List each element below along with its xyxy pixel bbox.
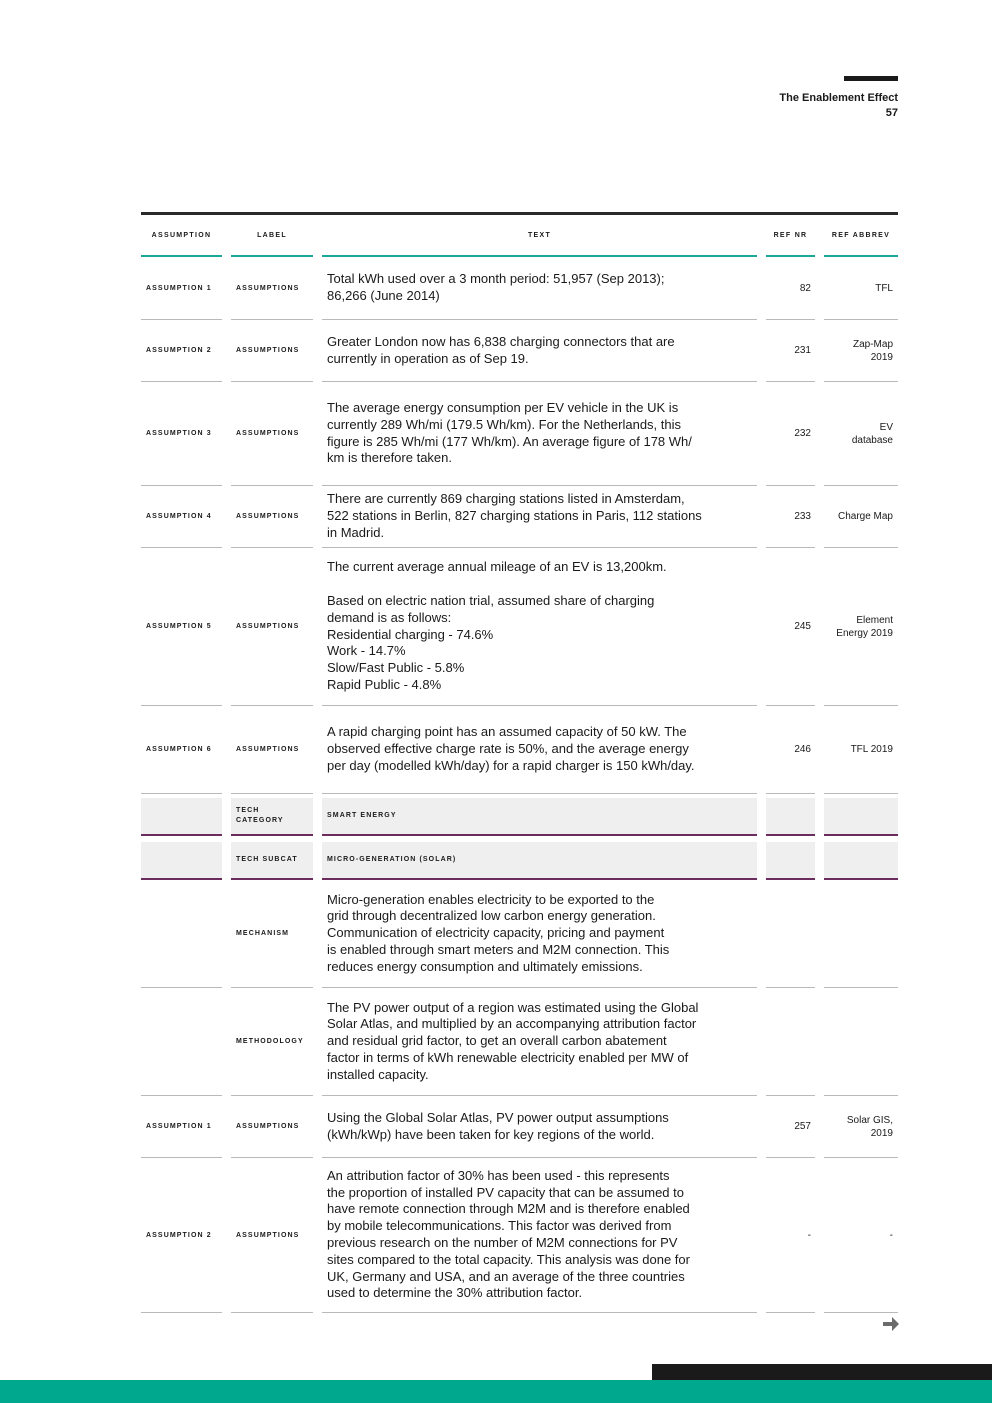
row-ref-nr: 232 [766, 382, 815, 486]
table-row [141, 880, 898, 988]
row-assumption: ASSUMPTION 4 [141, 486, 222, 548]
footer-dark-bar [652, 1364, 992, 1380]
table-row [141, 257, 898, 320]
row-text: Total kWh used over a 3 month period: 51,957 (Sep 2013); 86,266 (June 2014) [322, 257, 757, 320]
row-ref-nr [766, 880, 815, 988]
row-text: The current average annual mileage of an EV is 13,200km. Based on electric nation trial, assumed share of charging demand is as follows: Residential charging - 74.6% Work - 14.7% Slow/Fast Public - 5.8% Rapid Public - 4.8% [322, 548, 757, 706]
row-text: The PV power output of a region was estimated using the Global Solar Atlas, and multiplied by an accompanying attribution factor and residual grid factor, to get an overall carbon abatement factor in terms of kWh renewable electricity enabled per MW of installed capacity. [322, 988, 757, 1096]
row-ref-nr: 245 [766, 548, 815, 706]
row-label: ASSUMPTIONS [231, 257, 313, 320]
tech-category-label: TECH CATEGORY [231, 798, 313, 836]
table-row [141, 988, 898, 1096]
row-ref-abbrev: - [824, 1158, 898, 1313]
row-assumption: ASSUMPTION 2 [141, 1158, 222, 1313]
row-text: Micro-generation enables electricity to be exported to the grid through decentralized low carbon energy generation. Communication of electricity capacity, pricing and payment is enabled through smart meters and M2M connection. This reduces energy consumption and ultimately emissions. [322, 880, 757, 988]
table-row [141, 706, 898, 794]
row-text: Using the Global Solar Atlas, PV power output assumptions (kWh/kWp) have been taken for key regions of the world. [322, 1096, 757, 1158]
row-ref-abbrev: Solar GIS, 2019 [824, 1096, 898, 1158]
row-text: Greater London now has 6,838 charging connectors that are currently in operation as of Sep 19. [322, 320, 757, 382]
table-row [141, 1096, 898, 1158]
row-ref-nr: - [766, 1158, 815, 1313]
header-accent-bar [844, 76, 898, 81]
row-text: The average energy consumption per EV vehicle in the UK is currently 289 Wh/mi (179.5 Wh/km). For the Netherlands, this figure is 285 Wh/mi (177 Wh/km). An average figure of 178 Wh/ km is therefore taken. [322, 382, 757, 486]
row-text: An attribution factor of 30% has been used - this represents the proportion of installed PV capacity that can be assumed to have remote connection through M2M and is therefore enabled by mobile telecommunications. This factor was derived from previous research on the number of M2M connections for PV sites compared to the total capacity. This analysis was done for UK, Germany and USA, and an average of the three countries used to determine the 30% attribution factor. [322, 1158, 757, 1313]
row-ref-abbrev: Charge Map [824, 486, 898, 548]
column-header-assumption: ASSUMPTION [141, 215, 222, 257]
row-assumption: ASSUMPTION 6 [141, 706, 222, 794]
footer-green-bar [0, 1380, 992, 1403]
table-row [141, 1158, 898, 1313]
row-ref-abbrev: EV database [824, 382, 898, 486]
row-text: There are currently 869 charging stations listed in Amsterdam, 522 stations in Berlin, 827 charging stations in Paris, 112 stations in Madrid. [322, 486, 757, 548]
row-ref-nr: 257 [766, 1096, 815, 1158]
category-empty-cell [141, 842, 222, 880]
row-ref-nr: 231 [766, 320, 815, 382]
category-empty-cell [766, 798, 815, 836]
row-label: ASSUMPTIONS [231, 320, 313, 382]
row-ref-abbrev: TFL [824, 257, 898, 320]
row-ref-nr: 233 [766, 486, 815, 548]
row-ref-abbrev: Zap-Map 2019 [824, 320, 898, 382]
column-header-ref-abbrev: REF ABBREV [824, 215, 898, 257]
row-ref-nr [766, 988, 815, 1096]
category-empty-cell [824, 842, 898, 880]
category-empty-cell [766, 842, 815, 880]
arrow-right-icon[interactable] [881, 1315, 901, 1333]
column-header-label: LABEL [231, 215, 313, 257]
tech-subcat-value: MICRO-GENERATION (SOLAR) [322, 842, 757, 880]
row-label: ASSUMPTIONS [231, 1158, 313, 1313]
row-label: ASSUMPTIONS [231, 486, 313, 548]
row-label: ASSUMPTIONS [231, 706, 313, 794]
category-empty-cell [141, 798, 222, 836]
column-header-text: TEXT [322, 215, 757, 257]
row-assumption: ASSUMPTION 5 [141, 548, 222, 706]
row-label: ASSUMPTIONS [231, 1096, 313, 1158]
row-label: MECHANISM [231, 880, 313, 988]
category-empty-cell [824, 798, 898, 836]
tech-category-value: SMART ENERGY [322, 798, 757, 836]
row-ref-abbrev [824, 988, 898, 1096]
row-ref-abbrev: Element Energy 2019 [824, 548, 898, 706]
tech-category-row [141, 798, 898, 836]
document-title: The Enablement Effect [779, 92, 898, 104]
row-assumption: ASSUMPTION 1 [141, 257, 222, 320]
row-ref-abbrev [824, 880, 898, 988]
row-label: METHODOLOGY [231, 988, 313, 1096]
table-row [141, 320, 898, 382]
row-label: ASSUMPTIONS [231, 548, 313, 706]
assumptions-table [141, 212, 898, 1313]
row-assumption [141, 880, 222, 988]
table-row [141, 486, 898, 548]
row-assumption: ASSUMPTION 3 [141, 382, 222, 486]
row-assumption: ASSUMPTION 2 [141, 320, 222, 382]
row-ref-nr: 246 [766, 706, 815, 794]
table-row [141, 548, 898, 706]
row-assumption: ASSUMPTION 1 [141, 1096, 222, 1158]
row-assumption [141, 988, 222, 1096]
row-ref-abbrev: TFL 2019 [824, 706, 898, 794]
row-text: A rapid charging point has an assumed capacity of 50 kW. The observed effective charge rate is 50%, and the average energy per day (modelled kWh/day) for a rapid charger is 150 kWh/day. [322, 706, 757, 794]
tech-subcat-label: TECH SUBCAT [231, 842, 313, 880]
row-label: ASSUMPTIONS [231, 382, 313, 486]
table-header-row [141, 215, 898, 257]
tech-subcat-row [141, 842, 898, 880]
page-number: 57 [885, 107, 898, 119]
column-header-ref-nr: REF NR [766, 215, 815, 257]
row-ref-nr: 82 [766, 257, 815, 320]
table-row [141, 382, 898, 486]
